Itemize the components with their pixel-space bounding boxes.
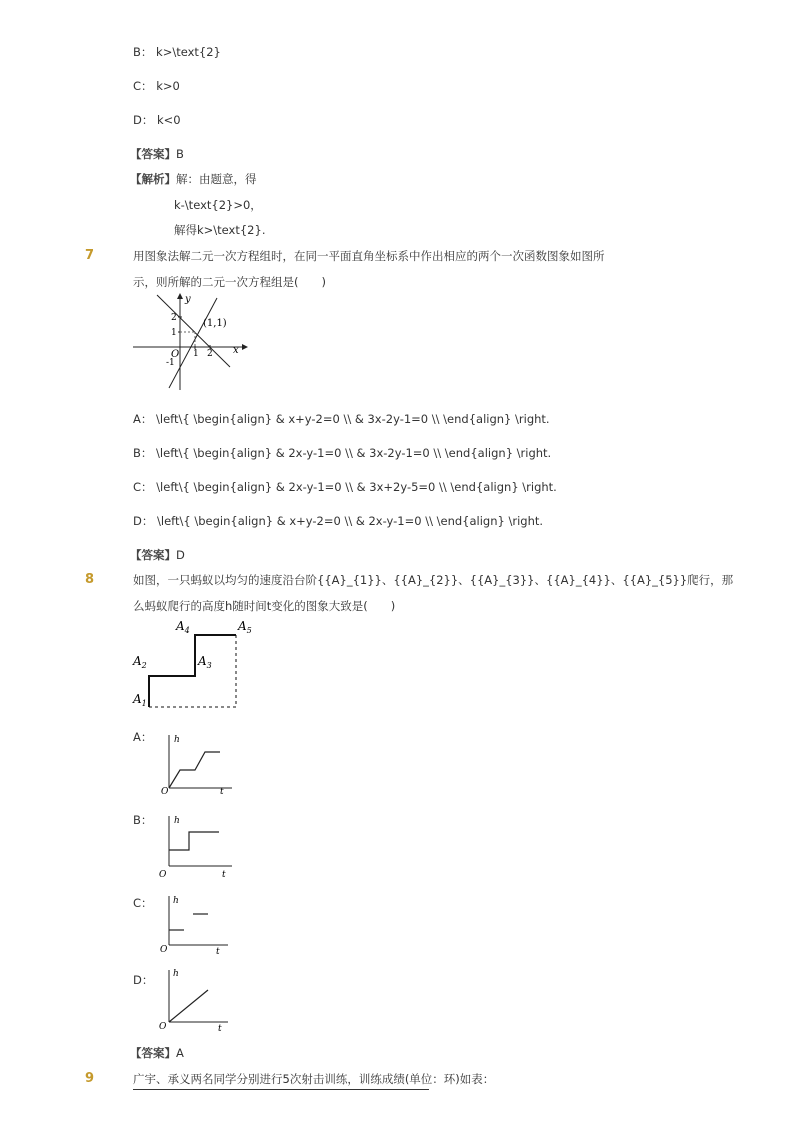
svg-text:O: O [160, 945, 168, 955]
coordinate-figure [130, 290, 250, 395]
graph-d [158, 966, 238, 1034]
option-b: B： [133, 813, 153, 827]
y-axis-arrow [177, 293, 183, 299]
option-d: D： \left\{ \begin{align} & x+y-2=0 \\ & 2x-y-1=0 \\ \end{align} \right. [133, 514, 544, 528]
option-a: A： \left\{ \begin{align} & x+y-2=0 \\ & 3x-2y-1=0 \\ \end{align} \right. [133, 412, 550, 426]
line-2x-minus-y [169, 298, 217, 388]
svg-text:t: t [220, 787, 224, 796]
svg-text:t: t [222, 870, 226, 880]
svg-text:A2: $A_2$ [133, 654, 147, 670]
question-stem: 广宇、承义两名同学分别进行5次射击训练，训练成绩(单位：环)如表： [133, 1071, 429, 1090]
svg-text:h: h [174, 816, 180, 826]
option-b: B： k>\text{2} [133, 45, 221, 59]
question-stem: 如图，一只蚂蚁以均匀的速度沿台阶{{A}_{1}}、{{A}_{2}}、{{A}_{3}}、{{A}_{4}}、{{A}_{5}}爬行，那 [133, 573, 734, 587]
staircase-figure [128, 615, 258, 715]
option-c: C： \left\{ \begin{align} & 2x-y-1=0 \\ & 3x+2y-5=0 \\ \end{align} \right. [133, 480, 557, 494]
option-a: A： [133, 730, 153, 744]
tick-label: 1 [193, 349, 199, 359]
question-stem: 示，则所解的二元一次方程组是( ) [133, 275, 326, 289]
answer-line: 【答案】B [130, 147, 184, 161]
stair-path [149, 635, 236, 707]
question-number: 7 [85, 248, 95, 263]
analysis-step: k-\text{2}>0， [174, 198, 262, 212]
option-c: C： [133, 896, 153, 910]
option-b: B： \left\{ \begin{align} & 2x-y-1=0 \\ & 3x-2y-1=0 \\ \end{align} \right. [133, 446, 552, 460]
answer-line: 【答案】A [130, 1046, 184, 1060]
point-label: (1,1) [203, 318, 227, 329]
svg-text:h: h [174, 735, 180, 745]
question-stem: 么蚂蚁爬行的高度h随时间t变化的图象大致是( ) [133, 599, 396, 613]
svg-text:O: O [161, 787, 169, 796]
x-axis-arrow [242, 344, 248, 350]
svg-text:A5: $A_5$ [238, 619, 252, 635]
svg-text:h: h [173, 969, 179, 979]
graph-a-line [169, 752, 220, 788]
svg-text:h: h [173, 896, 179, 906]
option-d: D： [133, 973, 154, 987]
svg-text:A3: $A_3$ [198, 654, 212, 670]
option-d: D： k<0 [133, 113, 181, 127]
origin-label: O [171, 349, 180, 360]
tick-label: 2 [207, 349, 213, 359]
graph-c [158, 893, 238, 955]
svg-text:A4: $A_4$ [176, 619, 190, 635]
question-number: 9 [85, 1071, 95, 1086]
tick-label: -1 [166, 358, 175, 368]
analysis-step: 解得k>\text{2}. [174, 223, 266, 237]
graph-b [158, 812, 238, 880]
svg-text:t: t [216, 947, 220, 955]
svg-text:O: O [159, 870, 167, 880]
svg-text:A1: $A_1$ [133, 692, 147, 708]
analysis-line: 【解析】解：由题意，得 [130, 172, 257, 186]
answer-line: 【答案】D [130, 548, 185, 562]
tick-label: 2 [171, 313, 177, 323]
tick-label: 1 [171, 328, 177, 338]
x-label: x [233, 345, 239, 356]
question-stem: 用图象法解二元一次方程组时，在同一平面直角坐标系中作出相应的两个一次函数图象如图所 [133, 249, 605, 263]
graph-a [158, 731, 238, 796]
svg-text:t: t [218, 1024, 222, 1034]
graph-b-line [169, 832, 219, 850]
graph-d-line [169, 990, 208, 1022]
option-c: C： k>0 [133, 79, 180, 93]
svg-text:O: O [159, 1022, 167, 1032]
question-number: 8 [85, 572, 95, 587]
y-label: y [185, 294, 191, 305]
